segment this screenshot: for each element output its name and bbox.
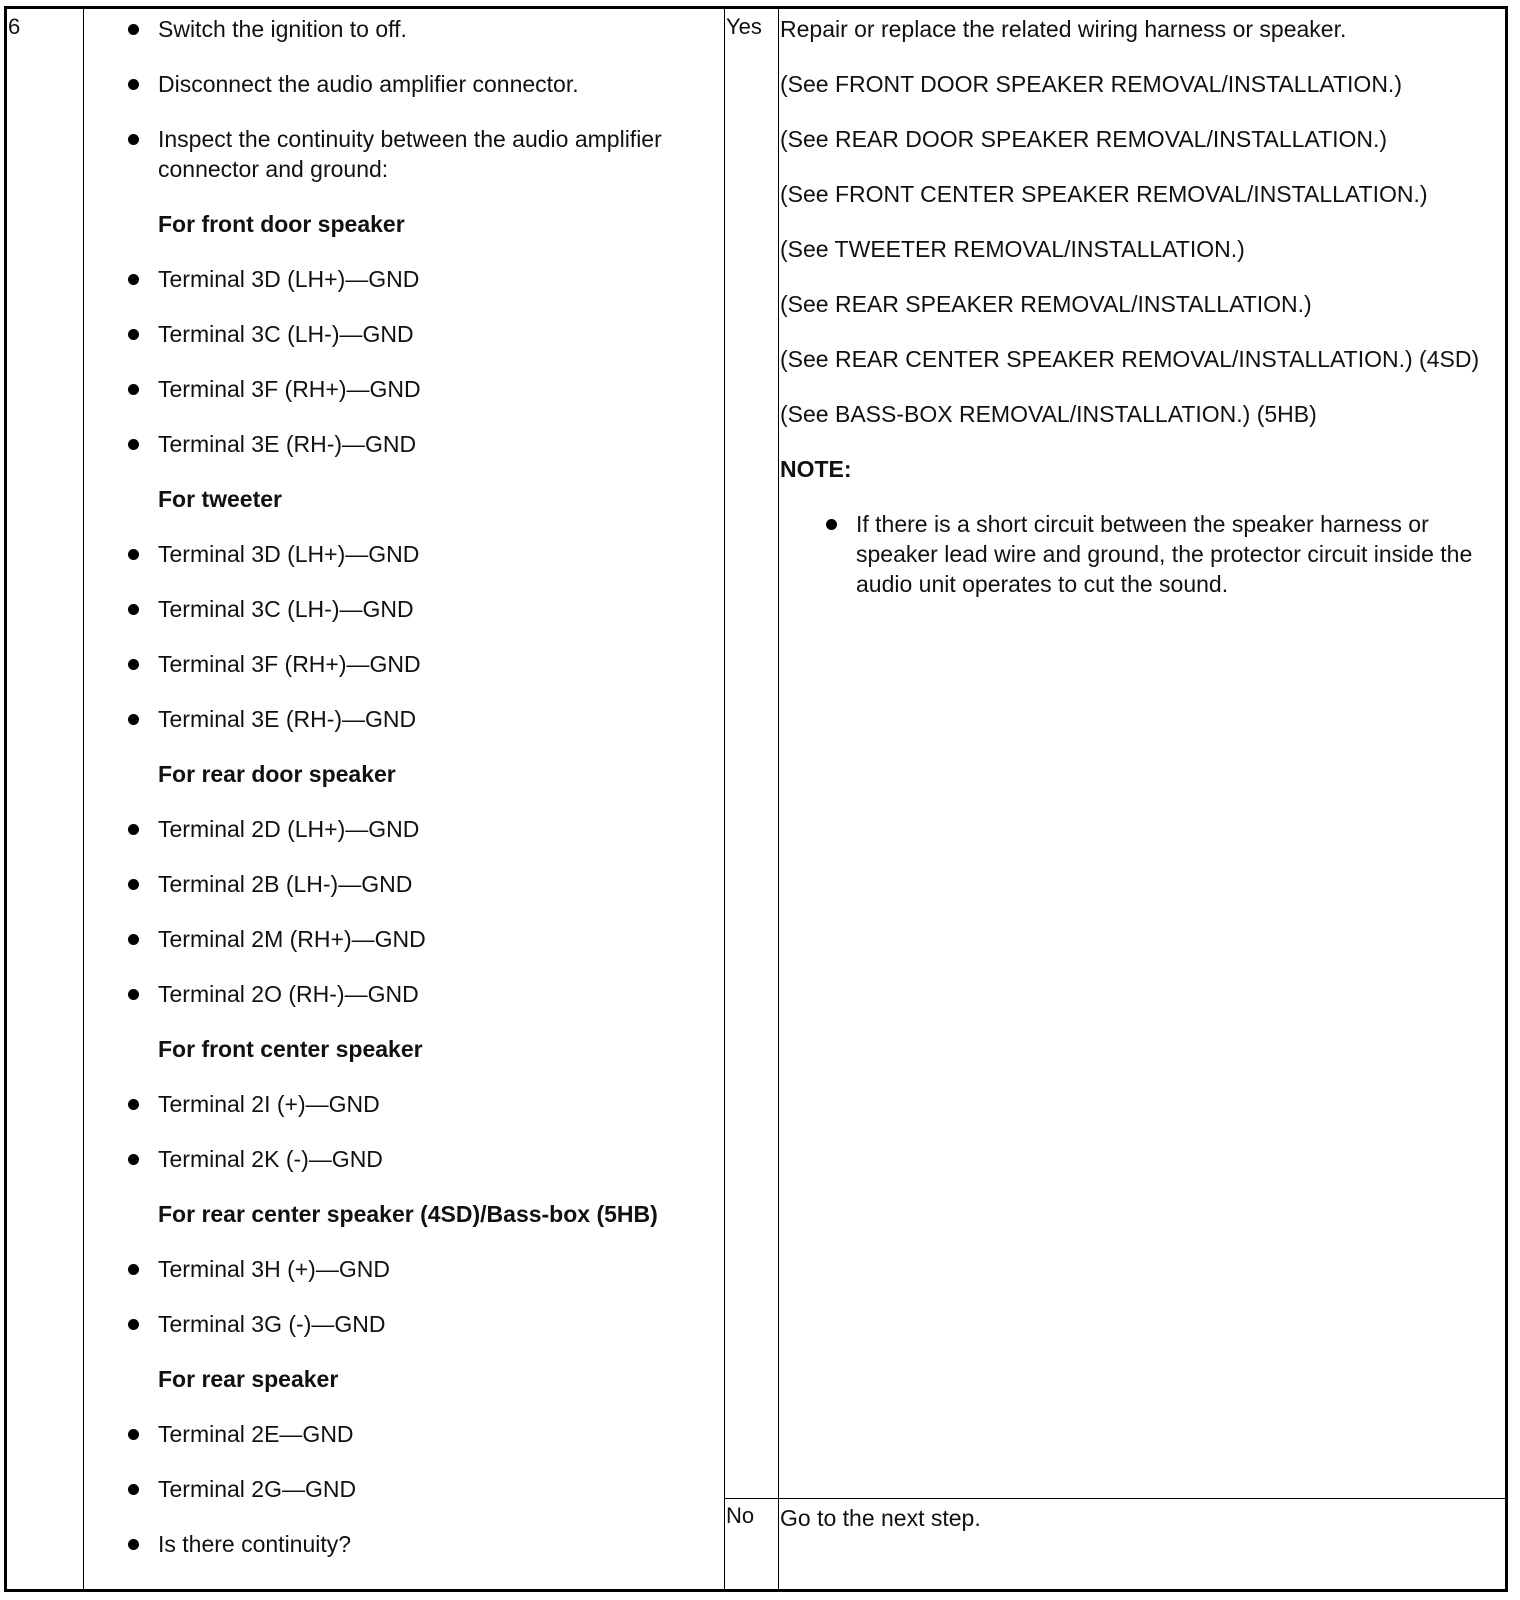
inspection-item (120, 429, 700, 459)
see-reference: (See REAR SPEAKER REMOVAL/INSTALLATION.) (780, 291, 1312, 317)
note-text: If there is a short circuit between the speaker harness or speaker lead wire and ground, the protector circuit inside the audio unit operates to cut the sound. (856, 511, 1473, 597)
result-yes-label: Yes (726, 14, 762, 39)
inspection-heading (120, 209, 700, 239)
column-divider-inspection (724, 9, 725, 1589)
no-action (780, 1503, 1500, 1558)
inspection-item (120, 1474, 700, 1504)
bullet-icon (128, 714, 139, 725)
inspection-item (120, 1089, 700, 1119)
inspection-item (120, 649, 700, 679)
inspection-text: Terminal 2I (+)—GND (158, 1091, 380, 1117)
inspection-text: Terminal 3E (RH-)—GND (158, 706, 417, 732)
inspection-text: Terminal 3E (RH-)—GND (158, 431, 417, 457)
see-reference: (See FRONT DOOR SPEAKER REMOVAL/INSTALLATION.) (780, 71, 1402, 97)
inspection-item (120, 374, 700, 404)
inspection-text: For tweeter (158, 486, 282, 512)
column-divider-step (83, 9, 84, 1589)
bullet-icon (826, 519, 837, 530)
bullet-icon (128, 934, 139, 945)
inspection-item (120, 814, 700, 844)
result-no-label: No (726, 1503, 755, 1528)
inspection-item (120, 124, 700, 184)
inspection-text: Terminal 2M (RH+)—GND (158, 926, 426, 952)
bullet-icon (128, 549, 139, 560)
inspection-heading (120, 1199, 700, 1229)
inspection-item (120, 1309, 700, 1339)
bullet-icon (128, 384, 139, 395)
inspection-item (120, 1144, 700, 1174)
see-reference: (See TWEETER REMOVAL/INSTALLATION.) (780, 236, 1245, 262)
inspection-item (120, 539, 700, 569)
inspection-text: Inspect the continuity between the audio amplifier connector and ground: (158, 126, 662, 182)
inspection-text: For front center speaker (158, 1036, 423, 1062)
inspection-text: Terminal 2O (RH-)—GND (158, 981, 419, 1007)
inspection-heading (120, 1364, 700, 1394)
inspection-item (120, 1529, 700, 1559)
inspection-item (120, 14, 700, 44)
inspection-text: For rear speaker (158, 1366, 339, 1392)
see-reference: (See BASS-BOX REMOVAL/INSTALLATION.) (5HB) (780, 401, 1317, 427)
inspection-item (120, 1254, 700, 1284)
note-item (780, 509, 1500, 599)
inspection-heading (120, 484, 700, 514)
bullet-icon (128, 329, 139, 340)
inspection-item (120, 704, 700, 734)
inspection-text: Terminal 2K (-)—GND (158, 1146, 383, 1172)
bullet-icon (128, 274, 139, 285)
inspection-item (120, 1419, 700, 1449)
inspection-text: For rear door speaker (158, 761, 396, 787)
inspection-text: Terminal 3F (RH+)—GND (158, 376, 421, 402)
inspection-text: Terminal 3G (-)—GND (158, 1311, 386, 1337)
inspection-item (120, 594, 700, 624)
bullet-icon (128, 1429, 139, 1440)
bullet-icon (128, 879, 139, 890)
inspection-text: Terminal 2D (LH+)—GND (158, 816, 420, 842)
bullet-icon (128, 1099, 139, 1110)
inspection-text: For front door speaker (158, 211, 405, 237)
inspection-text: Terminal 2E—GND (158, 1421, 354, 1447)
inspection-text: Terminal 3F (RH+)—GND (158, 651, 421, 677)
no-action-text: Go to the next step. (780, 1505, 981, 1531)
inspection-list (120, 14, 700, 1584)
bullet-icon (128, 659, 139, 670)
bullet-icon (128, 989, 139, 1000)
row-divider-yes-no (724, 1498, 1505, 1499)
inspection-heading (120, 1034, 700, 1064)
note-title: NOTE: (780, 456, 852, 482)
bullet-icon (128, 439, 139, 450)
inspection-item (120, 69, 700, 99)
inspection-heading (120, 759, 700, 789)
bullet-icon (128, 824, 139, 835)
inspection-text: Terminal 3H (+)—GND (158, 1256, 390, 1282)
bullet-icon (128, 1264, 139, 1275)
bullet-icon (128, 1539, 139, 1550)
column-divider-result (778, 9, 779, 1589)
yes-action-text: Repair or replace the related wiring harness or speaker. (780, 16, 1347, 42)
inspection-text: Disconnect the audio amplifier connector. (158, 71, 579, 97)
inspection-text: Terminal 2G—GND (158, 1476, 357, 1502)
inspection-text: Terminal 3C (LH-)—GND (158, 321, 414, 347)
yes-action (780, 14, 1500, 624)
inspection-text: For rear center speaker (4SD)/Bass-box (5HB) (158, 1201, 658, 1227)
inspection-text: Terminal 2B (LH-)—GND (158, 871, 413, 897)
inspection-item (120, 869, 700, 899)
see-reference: (See REAR DOOR SPEAKER REMOVAL/INSTALLATION.) (780, 126, 1388, 152)
inspection-text: Terminal 3D (LH+)—GND (158, 266, 420, 292)
see-reference: (See REAR CENTER SPEAKER REMOVAL/INSTALLATION.) (4SD) (780, 346, 1480, 372)
bullet-icon (128, 79, 139, 90)
bullet-icon (128, 24, 139, 35)
inspection-item (120, 264, 700, 294)
inspection-text: Terminal 3D (LH+)—GND (158, 541, 420, 567)
step-number: 6 (8, 14, 21, 39)
bullet-icon (128, 1484, 139, 1495)
bullet-icon (128, 1319, 139, 1330)
inspection-item (120, 979, 700, 1009)
bullet-icon (128, 134, 139, 145)
see-reference: (See FRONT CENTER SPEAKER REMOVAL/INSTALLATION.) (780, 181, 1428, 207)
inspection-text: Switch the ignition to off. (158, 16, 407, 42)
inspection-item (120, 924, 700, 954)
bullet-icon (128, 604, 139, 615)
inspection-item (120, 319, 700, 349)
bullet-icon (128, 1154, 139, 1165)
inspection-text: Terminal 3C (LH-)—GND (158, 596, 414, 622)
inspection-text: Is there continuity? (158, 1531, 352, 1557)
